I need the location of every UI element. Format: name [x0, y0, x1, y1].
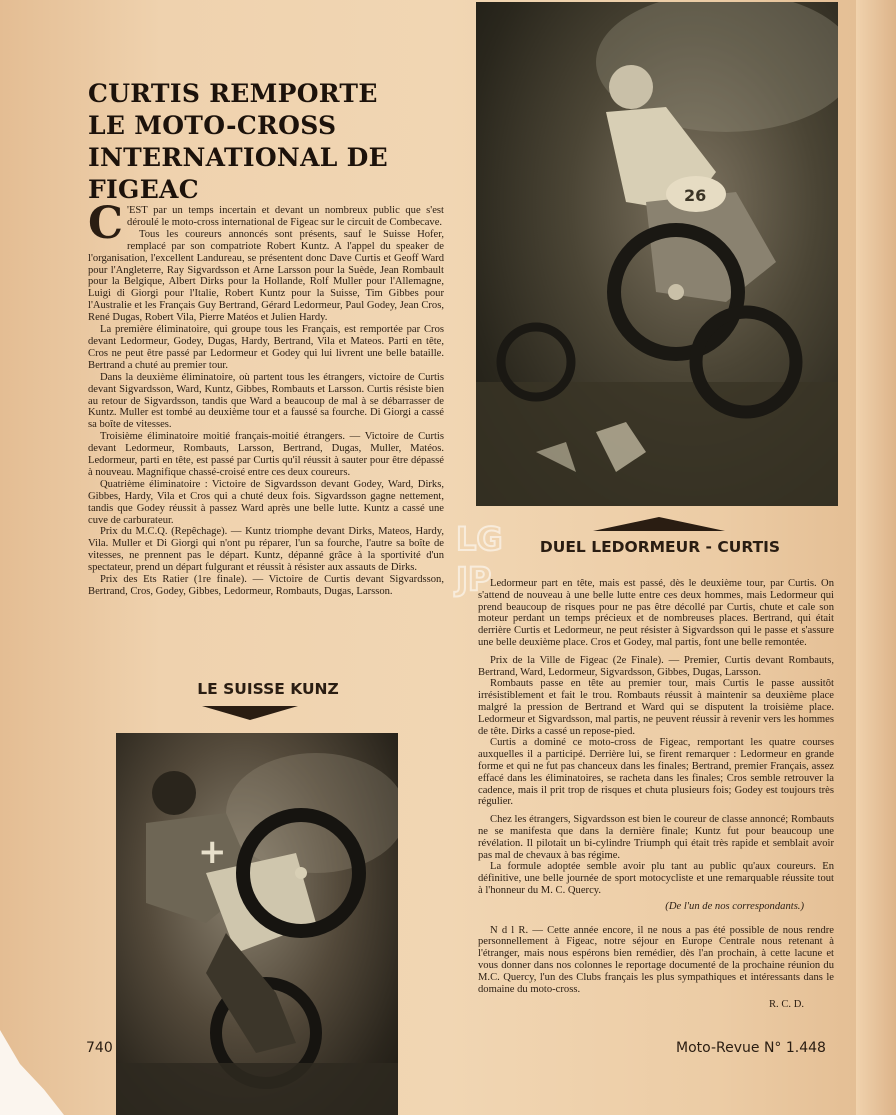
photo-kunz-rider — [116, 733, 398, 1115]
body-paragraph: Dans la deuxième éliminatoire, où partent tous les étrangers, victoire de Curtis devant Sigvardsson, Ward, Kuntz, Gibbes, Rombauts et Larsson. Curtis résiste bien au retour de Sigvardsson, tandis que Ward a beaucoup de mal à se débarrasser de Kuntz. Muller est tombé au deuxième tour et a faussé sa fourche. Di Giorgi a cassé sa boîte de vitesses. — [88, 371, 444, 431]
body-paragraph: Prix de la Ville de Figeac (2e Finale). — Premier, Curtis devant Rombauts, Bertrand, Ward, Ledormeur, Sigvardsson, Gibbes, Dugas, Larsson. — [478, 654, 834, 678]
svg-text:LG: LG — [456, 520, 503, 558]
body-paragraph: Troisième éliminatoire moitié français-moitié étrangers. — Victoire de Curtis devant Ledormeur, Rombauts, Larsson, Bertrand, Dugas, Muller, Matéos. Ledormeur, parti en tête, est passé par Curtis qu'il réussit à sauter pour être dépassé à nouveau. Magnifique chassé-croisé entre ces deux coureurs. — [88, 431, 444, 478]
body-paragraph: Rombauts passe en tête au premier tour, mais Curtis le passe aussitôt irrésistiblement et fait le trou. Rombauts réussit à maintenir sa deuxième place malgré la pression de Bertrand et Ward qui se disputent la troisième place. Ledormeur et Sigvardsson, mal partis, ne peuvent réussir à revenir vers les hommes de tête. Dirks a cassé un repose-pied. — [478, 678, 834, 737]
photo-motocross-jump — [476, 2, 838, 506]
rider-kunz-illustration — [116, 733, 398, 1115]
editor-initials: R. C. D. — [768, 999, 804, 1011]
body-paragraph: Curtis a dominé ce moto-cross de Figeac, remportant les quatre courses auxquelles il a participé. Derrière lui, se firent remarquer : Ledormeur en grande forme et qui ne fut pas chanceux dans les finales; Bertrand, premier Français, assez effacé dans les éliminatoires, se racheta dans les finales; Cros semble retrouver la cadence, mais il prit trop de risques et chuta plusieurs fois; Godey est toujours très régulier. — [478, 737, 834, 808]
body-paragraph: Quatrième éliminatoire : Victoire de Sigvardsson devant Godey, Ward, Dirks, Gibbes, Hardy, Vila et Cros qui a chuté deux fois. Sigvardsson gagne nettement, tandis que Godey réussit à passez Ward après une belle lutte. Kuntz a cassé une cuve de carburateur. — [88, 478, 444, 526]
editor-note: N d l R. — Cette année encore, il ne nous a pas été possible de nous rendre personnellement à Figeac, notre séjour en Europe Centrale nous retenant à l'étranger, mais nous espérons bien remédier, dès l'an prochain, à cette lacune et vous donner dans nos colonnes le reportage documenté de la prochaine réunion du M.C. Quercy, l'un des Clubs français les plus sympathiques et intéressants dans le domaine du moto-cross. — [478, 924, 834, 995]
body-paragraph: La première éliminatoire, qui groupe tous les Français, est remportée par Cros devant Ledormeur, Godey, Dugas, Hardy, Bertrand, Vila et Mateos. Parti en tête, Cros ne peut être passé par Ledormeur et Godey qui lui livrent une belle bataille. Bertrand a chuté au premier tour. — [88, 324, 444, 371]
right-column — [478, 578, 834, 1011]
body-paragraph: La formule adoptée semble avoir plu tant au public qu'aux coureurs. En définitive, une belle journée de sport motocycliste et une remarquable réussite tout à l'honneur du M. C. Quercy. — [478, 861, 834, 896]
rider-jump-illustration — [476, 2, 838, 506]
body-paragraph: Ledormeur part en tête, mais est passé, dès le deuxième tour, par Curtis. On s'attend de nouveau à une belle lutte entre ces deux hommes, mais Ledormeur qui prend beaucoup de risques pour ne pas être décollé par Curtis, chute et cale son moteur perdant un temps précieux et de nombreuses places. Bertrand, qui était derrière Curtis et Ledormeur, ne peut résister à Sigvardsson qui le passe et s'assure une belle deuxième place. Cros et Godey, mal partis, font une belle remontée. — [478, 578, 834, 648]
body-paragraph: Prix des Ets Ratier (1re finale). — Victoire de Curtis devant Sigvardsson, Bertrand, Cros, Godey, Gibbes, Ledormeur, Rombauts, Dugas, Larsson. — [88, 574, 444, 597]
subhead-kunz: LE SUISSE KUNZ — [197, 680, 339, 698]
torn-corner — [0, 1030, 80, 1115]
subhead-duel: DUEL LEDORMEUR - CURTIS — [539, 538, 781, 556]
left-column — [88, 198, 444, 598]
arrow-down-icon — [202, 706, 298, 720]
drop-cap: C — [88, 198, 124, 249]
body-paragraph: Chez les étrangers, Sigvardsson est bien le coureur de classe annoncé; Rombauts ne se manifesta que dans la dernière finale; Kuntz fut pour beaucoup une révélation. Il pilotait un bi-cylindre Triumph qui était très rapide et semblait avoir pas mal de chevaux à bas régime. — [478, 814, 834, 861]
jersey-cross-icon: + — [198, 832, 227, 872]
magazine-issue: Moto-Revue N° 1.448 — [676, 1040, 826, 1056]
correspondent-signature: (De l'un de nos correspondants.) — [665, 900, 804, 912]
body-paragraph: Tous les coureurs annoncés sont présents, sauf le Suisse Hofer, remplacé par son compatriote Robert Kuntz. A l'appel du speaker de l'organisation, l'excellent Landureau, se présentent donc Dave Curtis et Geoff Ward pour l'Angleterre, Ray Sigvardsson et Arne Larsson pour la Suède, Jean Rombault pour la Belgique, Albert Dirks pour la Hollande, Rolf Muller pour l'Allemagne, Luigi di Giorgi pour l'Italie, Robert Kuntz pour la Suisse, Tim Gibbes pour l'Australie et les Français Guy Bertrand, Gérard Ledormeur, Paul Godey, Jean Cros, René Dugas, Robert Vila, Pierre Matéos et Julien Hardy. — [88, 228, 444, 324]
body-paragraph: Prix du M.C.Q. (Repêchage). — Kuntz triomphe devant Dirks, Mateos, Hardy, Vila. Muller et Di Giorgi qui n'ont pu réparer, l'un sa fourche, l'autre sa boîte de vitesses, ne prennent pas le départ. Kuntz, dépanné grâce à la sportivité d'un spectateur, prend un départ fulgurant et réussit à résister aux assauts de Dirks. — [88, 526, 444, 574]
page-number: 740 — [86, 1040, 113, 1056]
arrow-up-icon — [593, 517, 725, 531]
page-edge-shadow — [856, 0, 896, 1115]
article-title: CURTIS REMPORTE LE MOTO-CROSS INTERNATIONAL DE FIGEAC — [88, 79, 389, 204]
svg-text:JP: JP — [456, 560, 492, 598]
intro-paragraph: C 'EST par un temps incertain et devant un nombreux public que s'est déroulé le moto-cross international de Figeac sur le circuit de Combecave. — [88, 198, 444, 249]
race-number-plate: 26 — [684, 186, 707, 205]
